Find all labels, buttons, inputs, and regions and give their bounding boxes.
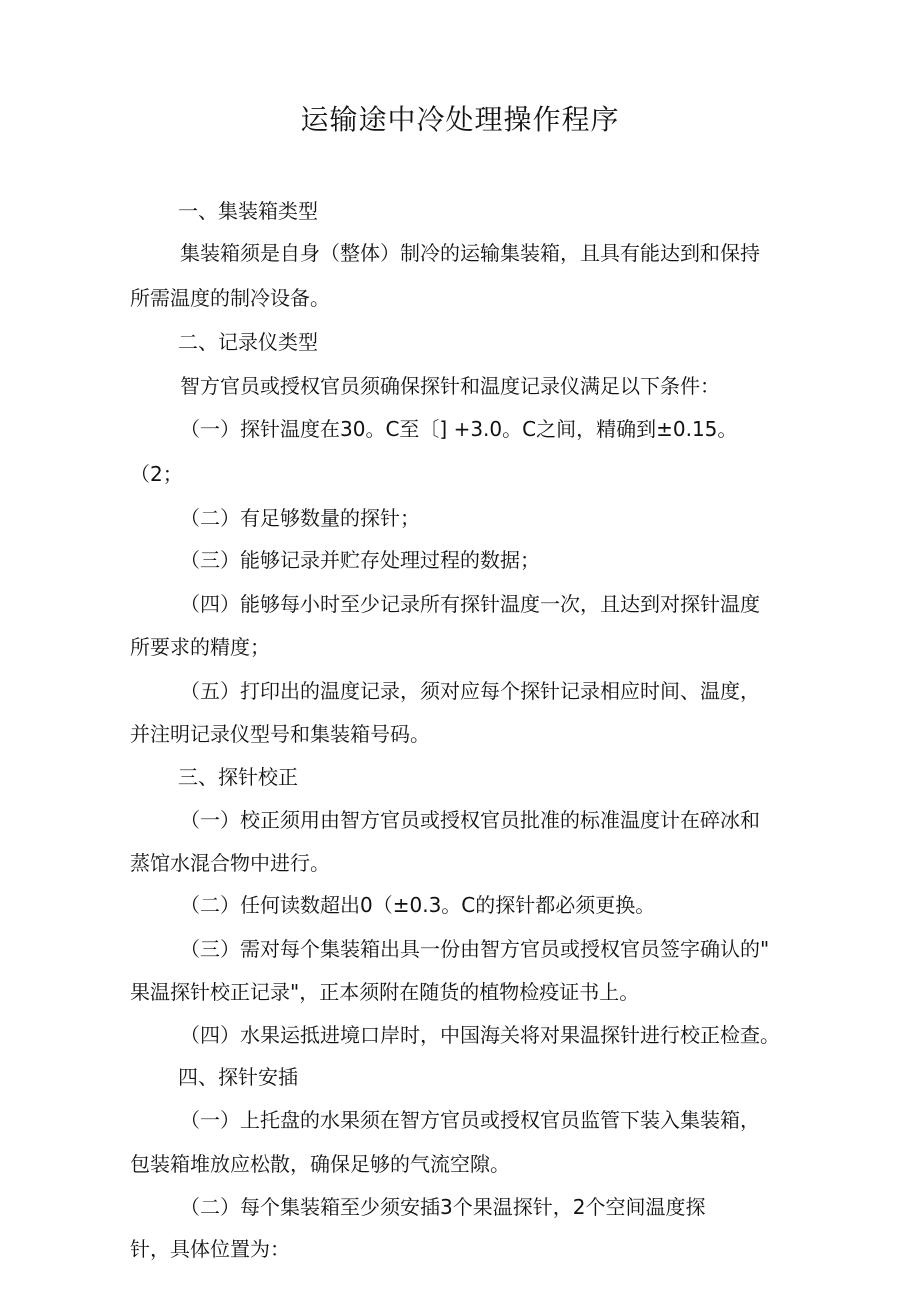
paragraph-line: （一）上托盘的水果须在智方官员或授权官员监管下装入集装箱， [180, 1108, 760, 1132]
paragraph-line: （一）校正须用由智方官员或授权官员批准的标准温度计在碎冰和 [180, 808, 760, 832]
paragraph-line: （三）需对每个集装箱出具一份由智方官员或授权官员签字确认的" [180, 937, 770, 961]
paragraph-line: （四）能够每小时至少记录所有探针温度一次，且达到对探针温度 [180, 592, 760, 616]
paragraph-line: 果温探针校正记录"，正本须附在随货的植物检疫证书上。 [130, 980, 640, 1004]
paragraph-line: 蒸馆水混合物中进行。 [130, 851, 330, 875]
paragraph-line: （二）每个集装箱至少须安插3个果温探针，2个空间温度探 [180, 1195, 706, 1219]
paragraph-line: 所要求的精度； [130, 635, 270, 659]
paragraph-line: 智方官员或授权官员须确保探针和温度记录仪满足以下条件： [180, 374, 720, 398]
paragraph-line: 包装箱堆放应松散，确保足够的气流空隙。 [130, 1152, 510, 1176]
paragraph-line: （五）打印出的温度记录，须对应每个探针记录相应时间、温度， [180, 679, 760, 703]
paragraph-line: 针，具体位置为： [130, 1237, 290, 1261]
paragraph-line: （一）探针温度在30。C至〔] +3.0。C之间，精确到±0.15。 [180, 417, 738, 441]
paragraph-line: （2； [130, 462, 183, 486]
document-title: 运输途中冷处理操作程序 [300, 103, 620, 136]
paragraph-line: 并注明记录仪型号和集装箱号码。 [130, 722, 430, 746]
paragraph-line: （二）任何读数超出0（±0.3。C的探针都必须更换。 [180, 893, 656, 917]
section-heading-recorder-type: 二、记录仪类型 [178, 330, 318, 354]
paragraph-line: （三）能够记录并贮存处理过程的数据； [180, 548, 540, 572]
section-heading-probe-insertion: 四、探针安插 [178, 1065, 298, 1089]
paragraph-line: （二）有足够数量的探针； [180, 506, 420, 530]
section-heading-container-type: 一、集装箱类型 [178, 199, 318, 223]
paragraph-line: 集装箱须是自身（整体）制冷的运输集装箱，且具有能达到和保持 [180, 241, 760, 265]
section-heading-probe-calibration: 三、探针校正 [178, 765, 298, 789]
paragraph-line: （四）水果运抵进境口岸时，中国海关将对果温探针进行校正检查。 [180, 1023, 780, 1047]
paragraph-line: 所需温度的制冷设备。 [130, 286, 330, 310]
